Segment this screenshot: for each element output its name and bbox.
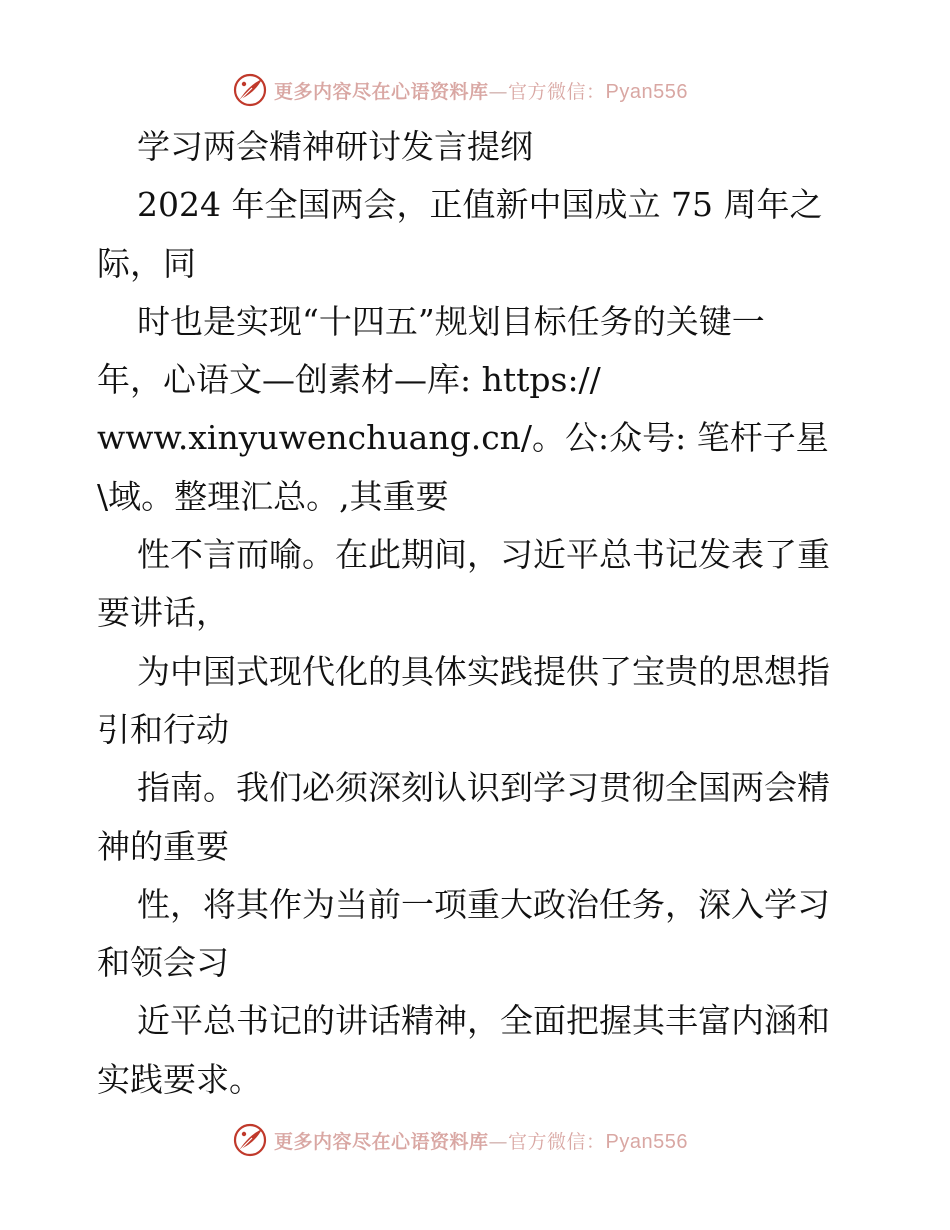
paragraph-line: 近平总书记的讲话精神，全面把握其丰富内涵和 xyxy=(137,1001,830,1041)
document-title: 学习两会精神研讨发言提纲 xyxy=(137,127,533,166)
banner-separator: — xyxy=(488,1130,509,1153)
banner-wechat-label: 官方微信： xyxy=(508,80,606,103)
paragraph-line: 年，心语文—创素材—库: https:// xyxy=(97,360,601,400)
paragraph-line: 和领会习 xyxy=(97,943,229,983)
banner-separator: — xyxy=(488,80,509,103)
paragraph-line: 时也是实现“十四五”规划目标任务的关键一 xyxy=(137,301,765,341)
paragraph-line: 性，将其作为当前一项重大政治任务，深入学习 xyxy=(137,884,830,924)
quill-pen-icon xyxy=(232,72,268,108)
header-watermark-banner xyxy=(232,70,688,110)
paragraph-line: \域。整理汇总。,其重要 xyxy=(97,476,449,516)
document-body xyxy=(97,118,857,1109)
paragraph-line: 指南。我们必须深刻认识到学习贯彻全国两会精 xyxy=(137,768,830,808)
banner-text xyxy=(274,77,688,104)
paragraph-line: 实践要求。 xyxy=(97,1059,262,1099)
paragraph-line: 要讲话， xyxy=(97,593,229,633)
paragraph-line: 2024 年全国两会，正值新中国成立 75 周年之 xyxy=(137,185,823,225)
paragraph-line: 神的重要 xyxy=(97,826,229,866)
banner-slogan: 更多内容尽在心语资料库 xyxy=(274,80,489,103)
paragraph-line: 为中国式现代化的具体实践提供了宝贵的思想指 xyxy=(137,651,830,691)
banner-wechat-label: 官方微信： xyxy=(508,1130,606,1153)
quill-pen-icon xyxy=(232,1122,268,1158)
footer-watermark-banner xyxy=(232,1120,688,1160)
banner-wechat-id: Pyan556 xyxy=(605,1130,688,1153)
banner-wechat-id: Pyan556 xyxy=(605,80,688,103)
paragraph-line: 引和行动 xyxy=(97,709,229,749)
paragraph-line: 性不言而喻。在此期间，习近平总书记发表了重 xyxy=(137,535,830,575)
paragraph-line: 际，同 xyxy=(97,243,196,283)
banner-text xyxy=(274,1127,688,1154)
banner-slogan: 更多内容尽在心语资料库 xyxy=(274,1130,489,1153)
paragraph-line: www.xinyuwenchuang.cn/。公:众号: 笔杆子星 xyxy=(97,418,829,458)
